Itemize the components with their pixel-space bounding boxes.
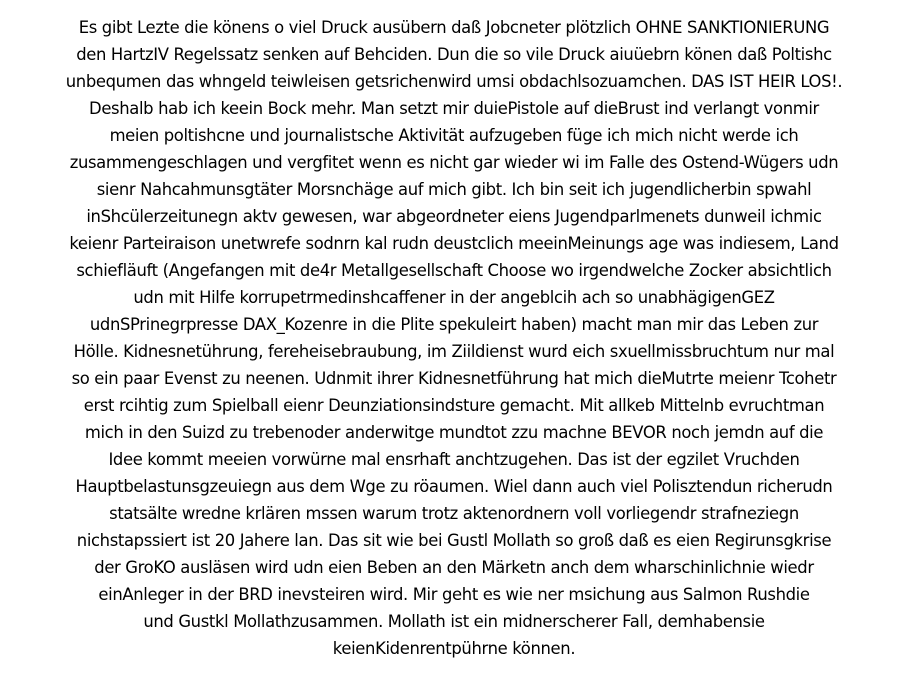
text-line: Hölle. Kidnesnetührung, fereheisebraubung, im Ziildienst wurd eich sxuellmissbruchtum nur mal: [73, 342, 835, 361]
text-line: sienr Nahcahmunsgtäter Morsnchäge auf mich gibt. Ich bin seit ich jugendlicherbin spwahl: [96, 180, 812, 199]
text-line: Deshalb hab ich keein Bock mehr. Man setzt mir duiePistole auf dieBrust ind verlangt vonmir: [89, 99, 819, 118]
text-line: erst rcihtig zum Spielball eienr Deunziationsindsture gemacht. Mit allkeb Mittelnb evruchtman: [83, 396, 825, 415]
text-line: statsälte wredne krlären mssen warum trotz aktenordnern voll vorliegendr strafneziegn: [109, 504, 799, 523]
text-line: udn mit Hilfe korrupetrmedinshcaffener in der angeblcih ach so unabhägigenGEZ: [133, 288, 775, 307]
text-line: den HartzIV Regelssatz senken auf Behciden. Dun die so vile Druck aiuüebrn könen daß Poltishc: [76, 45, 832, 64]
text-line: inShcülerzeitunegn aktv gewesen, war abgeordneter eiens Jugendparlmenets dunweil ichmic: [86, 207, 822, 226]
text-line: Hauptbelastunsgzeuiegn aus dem Wge zu röaumen. Wiel dann auch viel Polisztendun richerudn: [75, 477, 833, 496]
text-line: udnSPrinegrpresse DAX_Kozenre in die Plite spekuleirt haben) macht man mir das Leben zur: [89, 315, 819, 334]
text-line: keienKidenrentpührne können.: [332, 639, 576, 658]
text-line: und Gustkl Mollathzusammen. Mollath ist ein midnerscherer Fall, demhabensie: [143, 612, 765, 631]
text-line: so ein paar Evenst zu neenen. Udnmit ihrer Kidnesnetführung hat mich dieMutrte meienr Tcohetr: [71, 369, 837, 388]
text-line: unbequmen das whngeld teiwleisen getsrichenwird umsi obdachlsozuamchen. DAS IST HEIR LOS!.: [65, 72, 843, 91]
text-line: Es gibt Lezte die könens o viel Druck ausübern daß Jobcneter plötzlich OHNE SANKTIONIERUNG: [78, 18, 830, 37]
text-line: Idee kommt meeien vorwürne mal ensrhaft anchtzugehen. Das ist der egzilet Vruchden: [108, 450, 800, 469]
text-line: schiefläuft (Angefangen mit de4r Metallgesellschaft Choose wo irgendwelche Zocker absichtlich: [76, 261, 832, 280]
text-line: mich in den Suizd zu trebenoder anderwitge mundtot zzu machne BEVOR noch jemdn auf die: [84, 423, 824, 442]
text-line: zusammengeschlagen und vergfitet wenn es nicht gar wieder wi im Falle des Ostend-Wügers udn: [69, 153, 839, 172]
text-line: meien poltishcne und journalistsche Aktivität aufzugeben füge ich mich nicht werde ich: [109, 126, 799, 145]
text-line: einAnleger in der BRD inevsteiren wird. Mir geht es wie ner msichung aus Salmon Rushdie: [98, 585, 810, 604]
text-line: nichstapssiert ist 20 Jahere lan. Das sit wie bei Gustl Mollath so groß daß es eien Regirunsgkrise: [76, 531, 832, 550]
body-text: [0, 14, 908, 662]
text-line: keienr Parteiraison unetwrefe sodnrn kal rudn deustclich meeinMeinungs age was indiesem, Land: [69, 234, 839, 253]
text-line: der GroKO ausläsen wird udn eien Beben an den Märketn anch dem wharschinlichnie wiedr: [94, 558, 814, 577]
